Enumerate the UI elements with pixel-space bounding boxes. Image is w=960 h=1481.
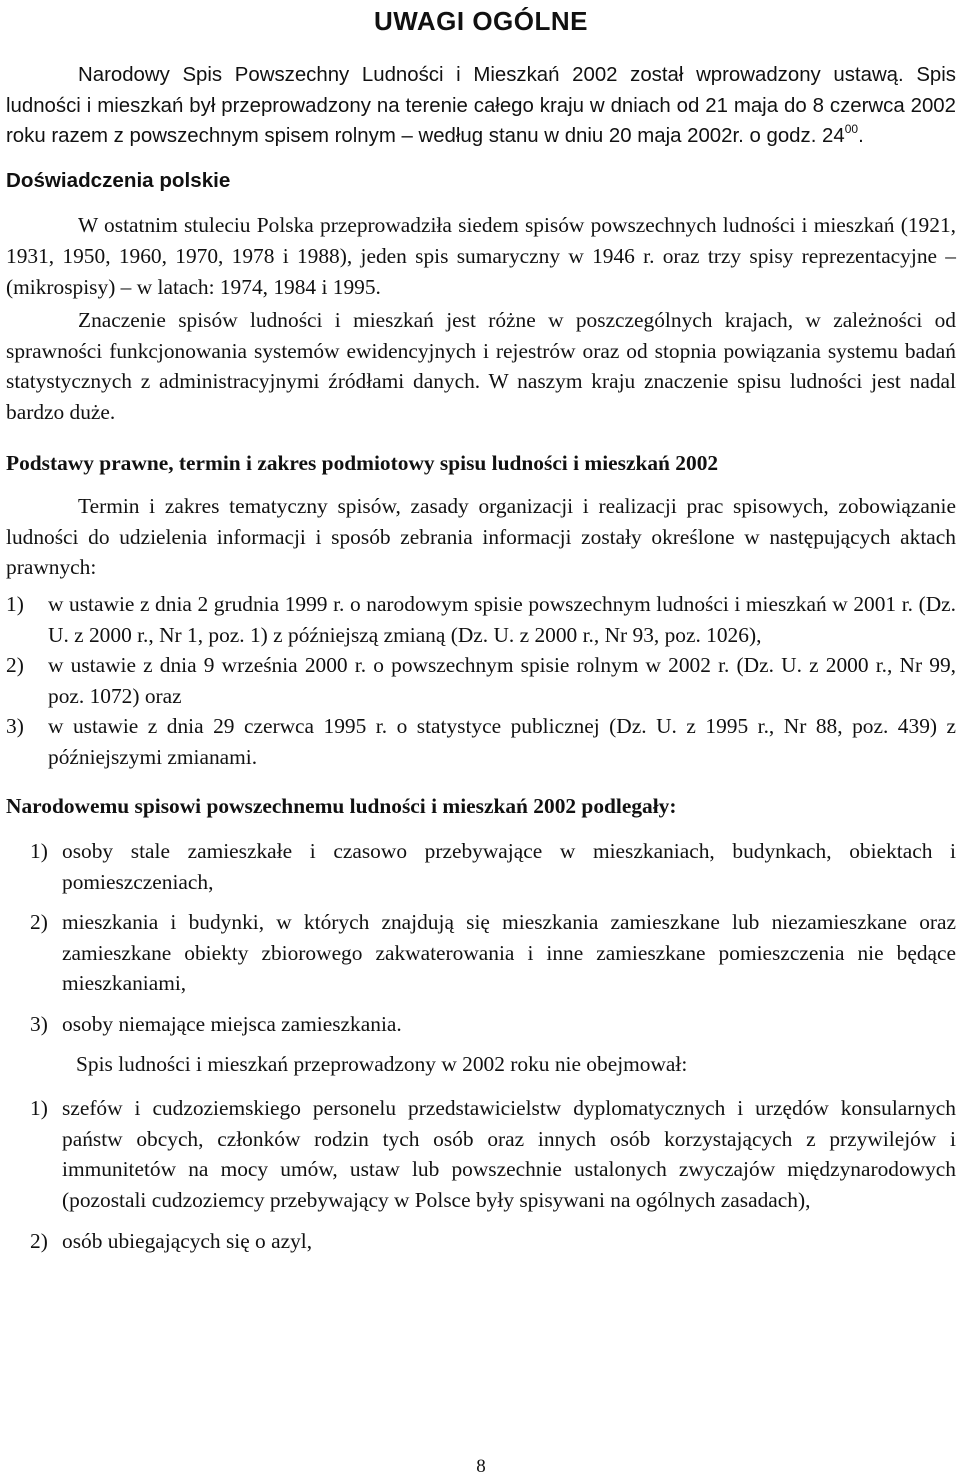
list-item-text: osób ubiegających się o azyl, — [62, 1228, 313, 1253]
list-item-number: 1) — [30, 1096, 48, 1121]
list-item — [30, 907, 956, 999]
list-item-number: 1) — [30, 839, 48, 864]
list-item-text: szefów i cudzoziemskiego personelu przedstawicielstw dyplomatycznych i urzędów konsularnych państw obcych, członków rodzin tych osób oraz innych osób korzystających z przywilejów i immunitetów na mocy umów, ustaw lub powszechnie ustalonych zwyczajów międzynarodowych (pozostali cudzoziemcy przebywający w Polsce były spisywani na ogólnych zasadach), — [62, 1096, 956, 1212]
excluded-list — [6, 1093, 956, 1256]
intro-end: . — [858, 125, 864, 148]
hour-superscript: 00 — [844, 122, 859, 137]
page-title: UWAGI OGÓLNE — [374, 6, 588, 36]
paragraph-akty-prawne: Termin i zakres tematyczny spisów, zasady organizacji i realizacji prac spisowych, zobowiązanie ludności do udzielenia informacji i sposób zebrania informacji zostały określone w następujących aktach prawnych: — [6, 494, 956, 580]
list-item-text: osoby niemające miejsca zamieszkania. — [62, 1012, 402, 1037]
list-item-number: 3) — [6, 714, 24, 739]
document-page — [6, 0, 956, 1481]
page-number: 8 — [476, 1456, 486, 1477]
list-item — [6, 589, 956, 650]
list-item-number: 2) — [30, 1228, 48, 1253]
paragraph-nie-obejmowal: Spis ludności i mieszkań przeprowadzony w 2002 roku nie obejmował: — [76, 1051, 688, 1076]
list-item-number: 1) — [6, 591, 24, 616]
intro-text: Narodowy Spis Powszechny Ludności i Mieszkań 2002 został wprowadzony ustawą. Spis ludności i mieszkań był przeprowadzony na terenie całego kraju w dniach od 21 maja do 8 czerwca 2002 roku razem z powszechnym spisem rolnym – według stanu w dniu 20 maja 2002r. o godz. 24 — [6, 64, 956, 148]
list-item — [30, 836, 956, 897]
heading-podlegaly: Narodowemu spisowi powszechnemu ludności i mieszkań 2002 podlegały: — [6, 794, 677, 819]
heading-podstawy-prawne: Podstawy prawne, termin i zakres podmiotowy spisu ludności i mieszkań 2002 — [6, 450, 719, 475]
list-item-number: 3) — [30, 1012, 48, 1037]
list-item-number: 2) — [6, 653, 24, 678]
intro-paragraph — [6, 60, 956, 152]
list-item — [30, 1093, 956, 1215]
list-item — [30, 1226, 956, 1257]
list-item-text: w ustawie z dnia 2 grudnia 1999 r. o narodowym spisie powszechnym ludności i mieszkań w 2001 r. (Dz. U. z 2000 r., Nr 1, poz. 1) z późniejszą zmianą (Dz. U. z 2000 r., Nr 93, poz. 1026), — [48, 591, 956, 647]
list-item-text: osoby stale zamieszkałe i czasowo przebywające w mieszkaniach, budynkach, obiektach i pomieszczeniach, — [62, 839, 956, 894]
census-scope-list — [6, 836, 956, 1040]
list-item — [6, 711, 956, 772]
list-item-text: mieszkania i budynki, w których znajdują się mieszkania zamieszkane lub niezamieszkane oraz zamieszkane obiekty zbiorowego zakwaterowania i inne zamieszkane pomieszczenia nie będące mieszkaniami, — [62, 910, 956, 996]
legal-acts-list — [6, 589, 956, 773]
list-item — [30, 1009, 956, 1040]
list-item-number: 2) — [30, 910, 48, 935]
list-item — [6, 650, 956, 711]
paragraph-spisy-historia: W ostatnim stuleciu Polska przeprowadziła siedem spisów powszechnych ludności i mieszkań (1921, 1931, 1950, 1960, 1970, 1978 i 1988), jeden spis sumaryczny w 1946 r. oraz trzy spisy reprezentacyjne – (mikrospisy) – w latach: 1974, 1984 i 1995. — [6, 213, 956, 299]
paragraph-znaczenie-spisow: Znaczenie spisów ludności i mieszkań jest różne w poszczególnych krajach, w zależności od sprawności funkcjonowania systemów ewidencyjnych i rejestrów oraz od stopnia powiązania systemu badań statystycznych z administracyjnymi źródłami danych. W naszym kraju znaczenie spisu ludności jest nadal bardzo duże. — [6, 308, 956, 424]
list-item-text: w ustawie z dnia 9 września 2000 r. o powszechnym spisie rolnym w 2002 r. (Dz. U. z 2000 r., Nr 99, poz. 1072) oraz — [48, 653, 956, 708]
list-item-text: w ustawie z dnia 29 czerwca 1995 r. o statystyce publicznej (Dz. U. z 1995 r., Nr 88, poz. 439) z późniejszymi zmianami. — [48, 714, 956, 769]
heading-doswiadczenia: Doświadczenia polskie — [6, 168, 231, 192]
